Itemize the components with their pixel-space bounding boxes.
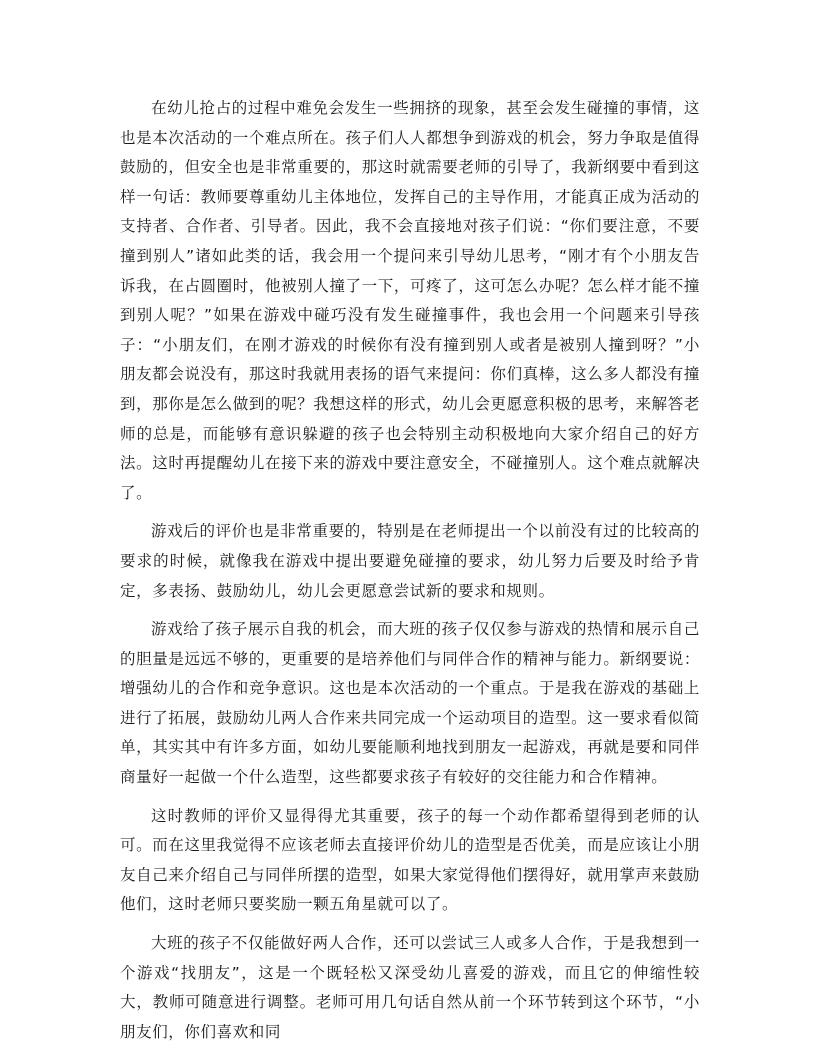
document-body bbox=[120, 94, 700, 1056]
paragraph-3: 游戏给了孩子展示自我的机会，而大班的孩子仅仅参与游戏的热情和展示自己的胆量是远远不够的，更重要的是培养他们与同伴合作的精神与能力。新纲要说：增强幼儿的合作和竞争意识。这也是本次活动的一个重点。于是我在游戏的基础上进行了拓展，鼓励幼儿两人合作来共同完成一个运动项目的造型。这一要求看似简单，其实其中有许多方面，如幼儿要能顺利地找到朋友一起游戏，再就是要和同伴商量好一起做一个什么造型，这些都要求孩子有较好的交往能力和合作精神。 bbox=[120, 620, 700, 787]
paragraph-1: 在幼儿抢占的过程中难免会发生一些拥挤的现象，甚至会发生碰撞的事情，这也是本次活动的一个难点所在。孩子们人人都想争到游戏的机会，努力争取是值得鼓励的，但安全也是非常重要的，那这时就需要老师的引导了，我新纲要中看到这样一句话：教师要尊重幼儿主体地位，发挥自己的主导作用，才能真正成为活动的支持者、合作者、引导者。因此，我不会直接地对孩子们说：“你们要注意，不要撞到别人”诸如此类的话，我会用一个提问来引导幼儿思考，“刚才有个小朋友告诉我，在占圆圈时，他被别人撞了一下，可疼了，这可怎么办呢？怎么样才能不撞到别人呢？”如果在游戏中碰巧没有发生碰撞事件，我也会用一个问题来引导孩子：“小朋友们，在刚才游戏的时候你有没有撞到别人或者是被别人撞到呀？”小朋友都会说没有，那这时我就用表扬的语气来提问：你们真棒，这么多人都没有撞到，那你是怎么做到的呢？我想这样的形式，幼儿会更愿意积极的思考，来解答老师的总是，而能够有意识躲避的孩子也会特别主动积极地向大家介绍自己的好方法。这时再提醒幼儿在接下来的游戏中要注意安全，不碰撞别人。这个难点就解决了。 bbox=[120, 99, 700, 502]
paragraph-5: 大班的孩子不仅能做好两人合作，还可以尝试三人或多人合作，于是我想到一个游戏“找朋友”，这是一个既轻松又深受幼儿喜爱的游戏，而且它的伸缩性较大，教师可随意进行调整。老师可用几句话自然从前一个环节转到这个环节，“小朋友们，你们喜欢和同 bbox=[120, 934, 700, 1041]
paragraph-4: 这时教师的评价又显得得尤其重要，孩子的每一个动作都希望得到老师的认可。而在这里我觉得不应该老师去直接评价幼儿的造型是否优美，而是应该让小朋友自己来介绍自己与同伴所摆的造型，如果大家觉得他们摆得好，就用掌声来鼓励他们，这时老师只要奖励一颗五角星就可以了。 bbox=[120, 806, 700, 914]
paragraph-2: 游戏后的评价也是非常重要的，特别是在老师提出一个以前没有过的比较高的要求的时候，就像我在游戏中提出要避免碰撞的要求，幼儿努力后要及时给予肯定，多表扬、鼓励幼儿，幼儿会更愿意尝试新的要求和规则。 bbox=[120, 522, 700, 600]
